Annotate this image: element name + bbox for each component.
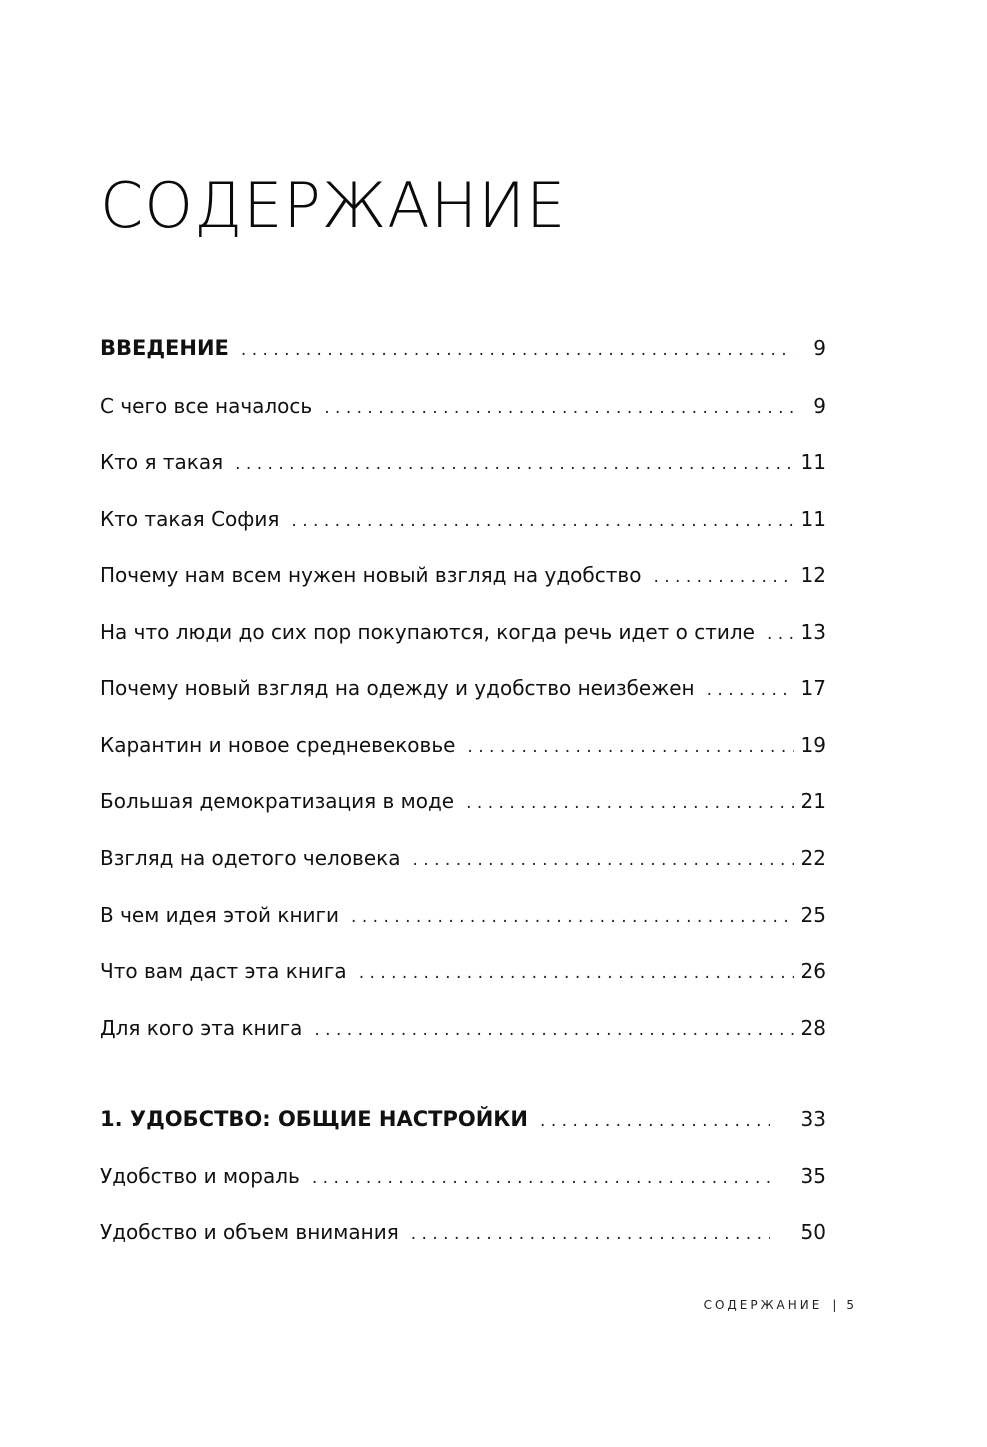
dot-leader: [707, 675, 794, 705]
toc-entry-title: На что люди до сих пор покупаются, когда речь идет о стиле: [100, 620, 755, 644]
toc-entry-title: Почему новый взгляд на одежду и удобство неизбежен: [100, 676, 695, 700]
toc-entry[interactable]: [100, 391, 826, 421]
toc-entry[interactable]: [100, 843, 826, 873]
toc-entry-page: 50: [800, 1220, 826, 1244]
dot-leader: [540, 1106, 770, 1136]
toc-entry-page: 33: [800, 1107, 826, 1131]
toc-entry[interactable]: [100, 504, 826, 534]
footer-separator: |: [832, 1298, 837, 1312]
toc-entry-page: 13: [800, 620, 826, 644]
toc-entry-page: 12: [800, 563, 826, 587]
dot-leader: [312, 1163, 770, 1193]
toc-entry[interactable]: [100, 1161, 826, 1191]
toc-entry-title: 1. УДОБСТВО: ОБЩИЕ НАСТРОЙКИ: [100, 1107, 529, 1131]
toc-entry-page: 21: [800, 789, 826, 813]
toc-entry-page: 26: [800, 959, 826, 983]
toc-entry-chapter-1[interactable]: [100, 1104, 826, 1134]
dot-leader: [359, 958, 794, 988]
dot-leader: [314, 1015, 794, 1045]
toc-entry-title: ВВЕДЕНИЕ: [100, 336, 229, 360]
toc-entry-page: 11: [800, 450, 826, 474]
dot-leader: [467, 732, 794, 762]
toc-entry-title: С чего все началось: [100, 394, 313, 418]
toc-entry[interactable]: [100, 447, 826, 477]
toc-entry-title: Кто такая София: [100, 507, 280, 531]
toc-entry[interactable]: [100, 1217, 826, 1247]
toc-entry-page: 11: [800, 507, 826, 531]
toc-entry-page: 19: [800, 733, 826, 757]
running-footer: [0, 1295, 857, 1315]
toc-entry-title: Что вам даст эта книга: [100, 959, 347, 983]
toc-entry[interactable]: [100, 956, 826, 986]
toc-entry-title: В чем идея этой книги: [100, 903, 340, 927]
toc-entry[interactable]: [100, 900, 826, 930]
toc-entry-title: Большая демократизация в моде: [100, 789, 455, 813]
toc-entry[interactable]: [100, 673, 826, 703]
toc-entry[interactable]: [100, 1013, 826, 1043]
dot-leader: [411, 1219, 770, 1249]
toc-entry-introduction[interactable]: [100, 333, 826, 363]
toc-entry-page: 28: [800, 1016, 826, 1040]
toc-entry-page: 22: [800, 846, 826, 870]
toc-entry[interactable]: [100, 730, 826, 760]
toc-entry-title: Удобство и мораль: [100, 1164, 300, 1188]
toc-entry-title: Удобство и объем внимания: [100, 1220, 399, 1244]
dot-leader: [412, 845, 794, 875]
toc-entry-title: Взгляд на одетого человека: [100, 846, 401, 870]
toc-entry-title: Для кого эта книга: [100, 1016, 303, 1040]
dot-leader: [653, 562, 794, 592]
dot-leader: [466, 788, 794, 818]
dot-leader: [767, 619, 794, 649]
toc-entry-page: 35: [800, 1164, 826, 1188]
toc-entry[interactable]: [100, 617, 826, 647]
toc-entry-page: 17: [800, 676, 826, 700]
toc-entry[interactable]: [100, 560, 826, 590]
dot-leader: [241, 335, 794, 365]
toc-entry-page: 9: [813, 336, 826, 360]
toc-entry-title: Почему нам всем нужен новый взгляд на удобство: [100, 563, 642, 587]
dot-leader: [291, 506, 794, 536]
toc-entry[interactable]: [100, 786, 826, 816]
toc-entry-title: Карантин и новое средневековье: [100, 733, 456, 757]
toc-entry-page: 9: [813, 394, 826, 418]
toc-entry-page: 25: [800, 903, 826, 927]
footer-section-title: СОДЕРЖАНИЕ: [703, 1298, 823, 1312]
dot-leader: [235, 449, 794, 479]
dot-leader: [324, 393, 794, 423]
footer-page-number: 5: [846, 1298, 857, 1312]
page-title: СОДЕРЖАНИЕ: [100, 169, 567, 242]
dot-leader: [351, 902, 794, 932]
toc-entry-title: Кто я такая: [100, 450, 224, 474]
